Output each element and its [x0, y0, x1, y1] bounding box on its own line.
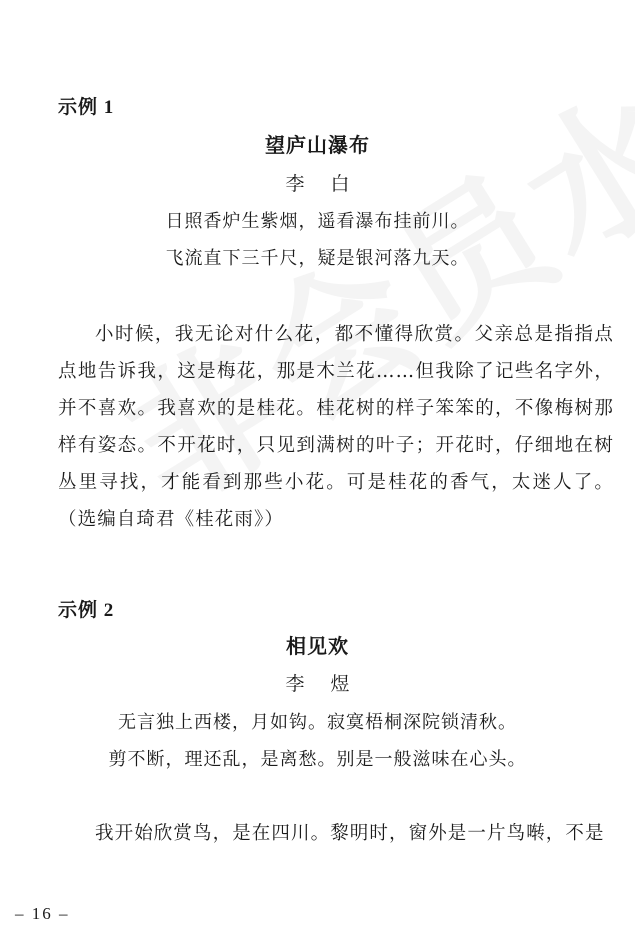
poem-1-line-1: 日照香炉生紫烟，遥看瀑布挂前川。	[165, 211, 470, 232]
example-2-label: 示例 2	[58, 600, 115, 621]
poem-1-author-given: 白	[330, 173, 350, 195]
example-1-label: 示例 1	[58, 97, 115, 118]
poem-1-line-2: 飞流直下三千尺，疑是银河落九天。	[165, 248, 470, 269]
poem-2-line-1: 无言独上西楼，月如钩。寂寞梧桐深院锁清秋。	[118, 712, 517, 733]
poem-2-line-2: 剪不断，理还乱，是离愁。别是一般滋味在心头。	[108, 749, 527, 770]
poem-1-author	[0, 169, 635, 196]
poem-2-author	[0, 669, 635, 696]
poem-1-author-family: 李	[285, 173, 305, 195]
page-number: – 16 –	[15, 904, 70, 923]
poem-2-author-given: 煜	[330, 673, 350, 695]
poem-2-author-family: 李	[285, 673, 305, 695]
example-1-prose: 小时候，我无论对什么花，都不懂得欣赏。父亲总是指指点点地告诉我，这是梅花，那是木兰花……但我除了记些名字外，并不喜欢。我喜欢的是桂花。桂花树的样子笨笨的，不像梅树那样有姿态。不开花时，只见到满树的叶子；开花时，仔细地在树丛里寻找，才能看到那些小花。可是桂花的香气，太迷人了。（选编自琦君《桂花雨》）	[58, 324, 614, 530]
poem-1-title: 望庐山瀑布	[265, 133, 370, 157]
poem-2-title: 相见欢	[286, 634, 349, 658]
example-2-prose: 我开始欣赏鸟，是在四川。黎明时，窗外是一片鸟啭，不是	[95, 823, 605, 844]
